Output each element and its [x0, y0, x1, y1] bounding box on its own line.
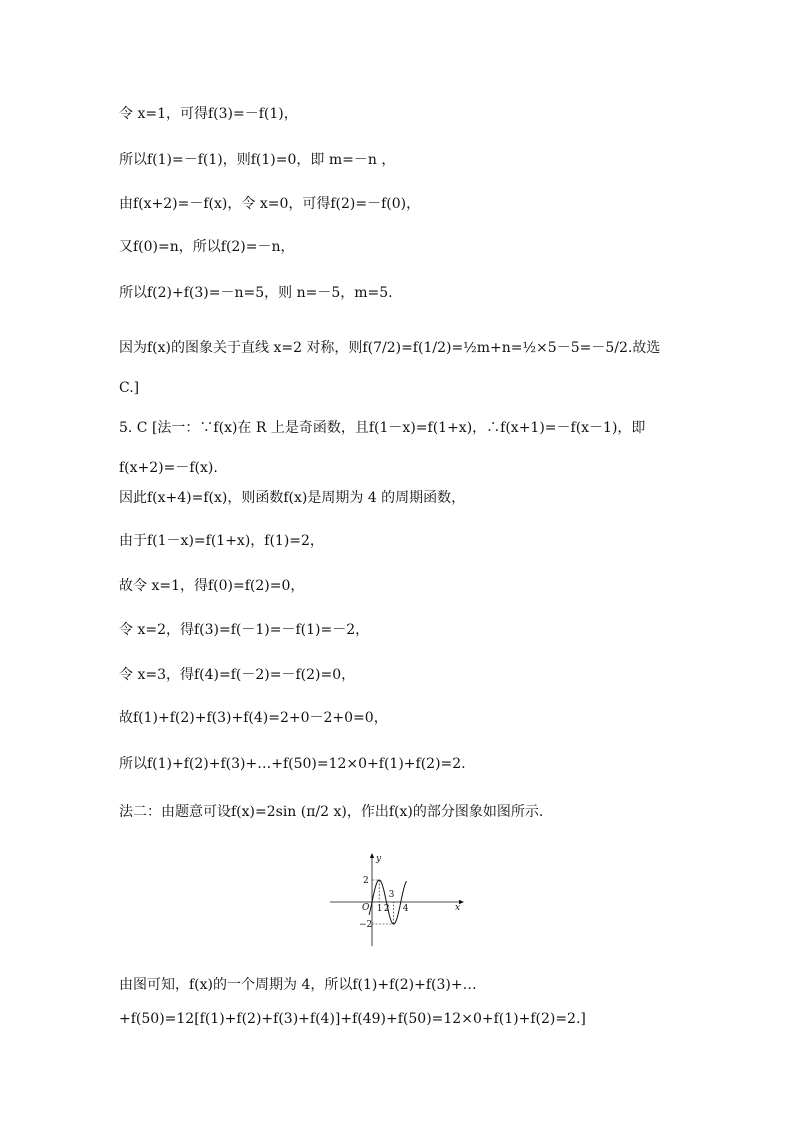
y-axis-arrow — [370, 853, 374, 858]
solution-line-4: 又f(0)=n，所以f(2)=－n， — [119, 239, 295, 255]
method-two-line: 法二：由题意可设f(x)=2sin (π/2 x)，作出f(x)的部分图象如图所示. — [119, 804, 544, 820]
solution-line-2: 所以f(1)=－f(1)，则f(1)=0，即 m=－n ， — [119, 152, 396, 168]
solution-line-12: 令 x=3，得f(4)=f(－2)=－f(2)=0， — [119, 667, 356, 683]
solution-line-1: 令 x=1，可得f(3)=－f(1)， — [119, 106, 298, 122]
solution-line-14: 所以f(1)+f(2)+f(3)+…+f(50)=12×0+f(1)+f(2)=2. — [119, 756, 466, 772]
solution-line-5: 所以f(2)+f(3)=－n=5，则 n=－5，m=5. — [119, 285, 393, 301]
solution-line-13: 故f(1)+f(2)+f(3)+f(4)=2+0－2+0=0， — [119, 710, 388, 726]
origin-label: O — [362, 903, 370, 913]
x-tick-label-1: 1 — [376, 904, 383, 914]
y-axis-label: y — [376, 854, 382, 864]
x-tick-label-3: 3 — [388, 890, 395, 900]
x-tick-label-4: 4 — [402, 904, 409, 914]
solution-line-8: 因此f(x+4)=f(x)，则函数f(x)是周期为 4 的周期函数， — [119, 490, 466, 506]
x-tick-label-2: 2 — [383, 904, 390, 914]
problem-5-answer: 5. C [法一：∵f(x)在 R 上是奇函数，且f(1－x)=f(1+x)，∴f(x+1)=－f(x－1)，即f(x+2)=－f(x). — [119, 420, 646, 476]
x-axis-label: x — [455, 903, 461, 913]
solution-line-3: 由f(x+2)=－f(x)，令 x=0，可得f(2)=－f(0)， — [119, 196, 421, 212]
solution-line-6: 因为f(x)的图象关于直线 x=2 对称，则f(7/2)=f(1/2)=½m+n=½×5－5=－5/2.故选 C.] — [119, 340, 661, 396]
sine-graph-figure — [328, 850, 468, 948]
solution-line-9: 由于f(1－x)=f(1+x)，f(1)=2， — [119, 533, 324, 549]
solution-line-10: 故令 x=1，得f(0)=f(2)=0， — [119, 578, 305, 594]
y-tick-label-neg2: −2 — [359, 920, 373, 930]
conclusion-line: 由图可知，f(x)的一个周期为 4，所以f(1)+f(2)+f(3)+…+f(50)=12[f(1)+f(2)+f(3)+f(4)]+f(49)+f(50)=12×0+f(1)+f(2)=2.] — [119, 977, 586, 1027]
solution-line-11: 令 x=2，得f(3)=f(－1)=－f(1)=－2， — [119, 622, 370, 638]
y-tick-label-2: 2 — [363, 876, 369, 886]
